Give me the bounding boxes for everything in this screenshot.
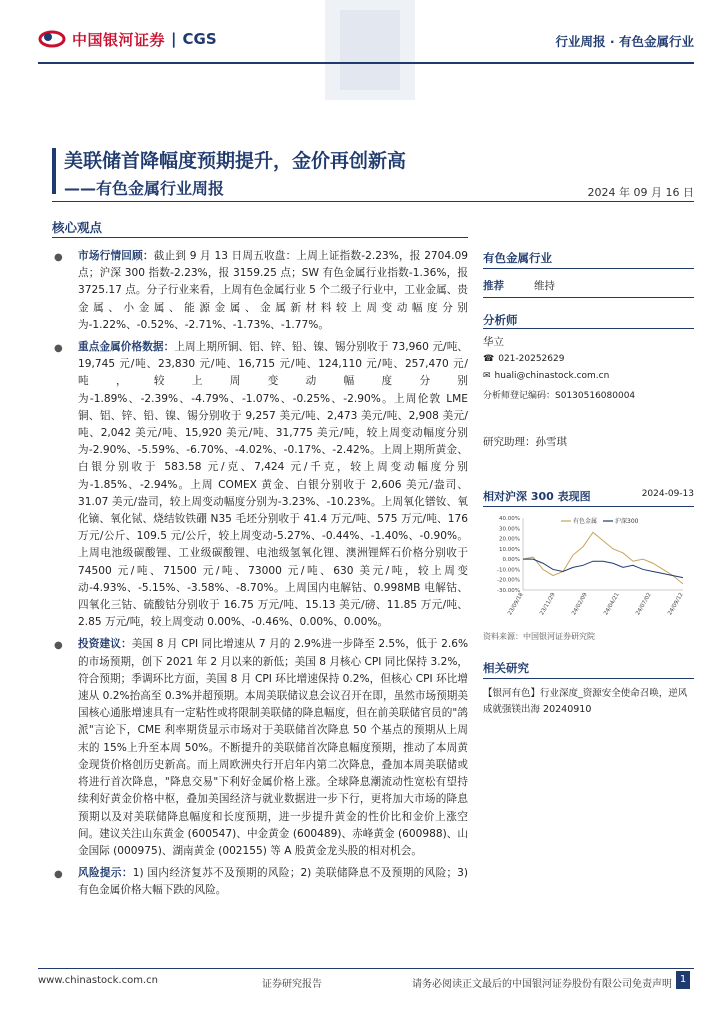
x-tick-label: 23/09/18 — [507, 592, 525, 617]
sidebar-industry: 有色金属行业 — [483, 251, 552, 265]
logo-text: 中国银河证券 — [72, 30, 166, 49]
header-divider — [38, 62, 694, 64]
y-tick-label: 40.00% — [499, 516, 520, 522]
paragraph-advice — [52, 636, 468, 860]
analyst-heading: 分析师 — [483, 313, 518, 327]
x-tick-label: 24/07/02 — [635, 592, 653, 617]
sidebar-divider — [483, 678, 694, 679]
sidebar-divider — [483, 268, 694, 269]
sidebar-divider — [483, 328, 694, 329]
cgs-watermark — [320, 0, 420, 110]
bullet-icon: ● — [54, 869, 63, 881]
x-tick-label: 23/11/29 — [539, 592, 557, 617]
research-assistant: 研究助理：孙雪琪 — [483, 436, 567, 448]
bullet-icon: ● — [54, 252, 63, 263]
phone-icon: ☎ — [483, 354, 495, 364]
x-tick-label: 24/04/21 — [603, 592, 621, 617]
page-subtitle: ——有色金属行业周报 — [64, 179, 225, 198]
title-accent-bar — [52, 148, 56, 194]
legend-label: 有色金属 — [573, 518, 598, 525]
y-tick-label: -20.00% — [497, 577, 520, 584]
x-tick-label: 24/09/12 — [667, 592, 685, 617]
paragraph-market — [52, 248, 468, 334]
analyst-phone: ☎ 021-20252629 — [483, 354, 565, 364]
series-line-1 — [523, 559, 683, 578]
analyst-email[interactable]: ✉ huali@chinastock.com.cn — [483, 371, 610, 381]
y-tick-label: -10.00% — [497, 567, 520, 574]
chart-source: 资料来源：中国银河证券研究院 — [483, 632, 595, 641]
footer-label: 证券研究报告 — [262, 979, 322, 990]
paragraph-lead: 投资建议： — [78, 638, 132, 651]
brand-logo — [38, 28, 217, 50]
rating-value: 维持 — [534, 280, 555, 292]
logo-divider: | — [171, 30, 177, 48]
y-tick-label: 30.00% — [499, 526, 520, 533]
y-tick-label: 20.00% — [499, 536, 520, 543]
analyst-cert: 分析师登记编码：S0130516080004 — [483, 391, 636, 401]
x-tick-label: 24/02/09 — [571, 592, 589, 617]
paragraph-text: 美国 8 月 CPI 同比增速从 7 月的 2.9%进一步降至 2.5%，低于 2.6%的市场预期，创下 2021 年 2 月以来的新低；美国 8 月核心 CPI 同比保持 3.2%，符合预期；季调环比方面，美国 8 月 CPI 环比增速保持 0.2%，但核心 CPI 环比增速从 0.2%抬高至 0.3%并超预期。本周美联储议息会议召开在即，虽然市场预期美国核心通胀增速具有一定粘性或将限制美联储的降息幅度，但在前美联储官员的"鸽派"言论下，CME 利率期货显示市场对于美联储首次降息 50 个基点的预期从上周末的 15%上升至本周 50%。不断提升的美联储首次降息幅度预期，推动了本周黄金现货价格创历史新高。而上周欧洲央行开启年内第二次降息，叠加本周美联储或将进行首次降息，"降息交易"下利好金属价格上涨。全球降息潮流动性宽松有望持续利好黄金价格中枢，叠加美国经济与就业数据进一步下行，更将加大市场的降息预期以及对美联储降息幅度和长度预期，进一步提升黄金的性价比和金价上涨空间。建议关注山东黄金 (600547)、中金黄金 (600489)、赤峰黄金 (600988)、山金国际 (000975)、湖南黄金 (002155) 等 A 股黄金龙头股的相对机会。 — [78, 638, 469, 857]
y-tick-label: 0.00% — [502, 557, 520, 564]
y-tick-label: -30.00% — [497, 588, 520, 594]
section-heading-core: 核心观点 — [52, 220, 103, 235]
paragraph-lead: 市场行情回顾： — [78, 250, 154, 262]
chart-title: 相对沪深 300 表现图 — [483, 490, 591, 503]
series-line-0 — [523, 532, 683, 583]
paragraph-text: 截止到 9 月 13 日周五收盘：上周上证指数-2.23%，报 2704.09 点；沪深 300 指数-2.23%，报 3159.25 点；SW 有色金属行业指数-1.36%，报 3725.17 点。分子行业来看，上周有色金属行业 5 个二级子行业中，工业金属、贵金属、小金属、能源金属、金属新材料较上周变动幅度分别为-1.22%、-0.52%、-2.71%、-1.73%、-1.77%。 — [78, 250, 469, 331]
bullet-icon: ● — [54, 640, 63, 652]
y-tick-label: 10.00% — [499, 546, 520, 553]
title-divider — [52, 201, 694, 202]
footer-site[interactable]: www.chinastock.com.cn — [38, 975, 158, 986]
related-heading: 相关研究 — [483, 661, 529, 675]
footer-disclaimer: 请务必阅读正文最后的中国银河证券股份有限公司免责声明 — [412, 979, 672, 990]
page-title: 美联储首降幅度预期提升，金价再创新高 — [64, 150, 407, 172]
chart-date: 2024-09-13 — [641, 489, 694, 499]
performance-chart — [483, 510, 694, 630]
paragraph-lead: 重点金属价格数据： — [78, 341, 175, 354]
email-icon: ✉ — [483, 371, 491, 381]
page-number: 1 — [676, 971, 690, 989]
galaxy-logo-icon — [38, 28, 66, 50]
bullet-icon: ● — [54, 343, 63, 355]
rating-label: 推荐 — [483, 280, 504, 292]
paragraph-prices — [52, 339, 468, 631]
sidebar-divider — [483, 297, 694, 298]
logo-brand: CGS — [182, 30, 217, 48]
analyst-name: 华立 — [483, 336, 504, 348]
report-type: 行业周报 · 有色金属行业 — [555, 34, 694, 49]
footer-divider — [38, 968, 694, 969]
chart-divider — [483, 506, 694, 507]
core-divider — [52, 237, 468, 238]
legend-label: 沪深300 — [615, 518, 639, 525]
paragraph-text: 上周上期所铜、铝、锌、铅、镍、锡分别收于 73,960 元/吨、19,745 元/吨、23,830 元/吨、16,715 元/吨、124,110 元/吨、257,470 元/吨，较上周变动幅度分别为-1.89%、-2.39%、-4.79%、-1.07%、-0.25%、-2.90%。上周伦敦 LME 铜、铝、锌、铅、镍、锡分别收于 9,257 美元/吨、2,473 美元/吨、2,908 美元/吨、2,042 美元/吨、15,920 美元/吨、31,775 美元/吨，较上周变动幅度分别为-2.90%、-5.59%、-6.70%、-4.02%、-0.17%、-2.42%。上周上期所黄金、白银分别收于 583.58 元/克、7,424 元/千克，较上周变动幅度分别为-1.85%、-2.94%。上周 COMEX 黄金、白银分别收于 2,606 美元/盎司、31.07 美元/盎司，较上周变动幅度分别为-3.23%、-10.23%。上周氧化镨钕、氧化镝、氧化铽、烧结钕铁硼 N35 毛坯分别收于 41.4 万元/吨、575 万元/吨、176 万元/公斤、109.5 元/公斤，较上周变动-5.27%、-0.44%、-1.40%、-0.90%。上周电池级碳酸锂、工业级碳酸锂、电池级氢氧化锂、澳洲锂辉石价格分别收于 74500 元/吨、71500 元/吨、73000 元/吨、630 美元/吨，较上周变动-4.93%、-5.15%、-3.58%、-8.70%。上周国内电解钴、0.998MB 电解钴、四氧化三钴、硫酸钴分别收于 16.75 万元/吨、15.13 美元/磅、11.85 万元/吨、2.85 万元/吨，较上周变动 0.00%、-0.46%、0.00%、0.00%。 — [78, 341, 469, 629]
report-date: 2024 年 09 月 16 日 — [587, 186, 694, 199]
core-body — [52, 248, 468, 905]
rating-row — [483, 278, 694, 293]
paragraph-text: 1) 国内经济复苏不及预期的风险；2) 美联储降息不及预期的风险；3) 有色金属价格大幅下跌的风险。 — [78, 867, 469, 897]
paragraph-risk — [52, 865, 468, 899]
paragraph-lead: 风险提示： — [78, 867, 133, 880]
related-link[interactable]: 【银河有色】行业深度_资源安全使命召唤，逆风成就强镁出海 20240910 — [483, 688, 688, 715]
